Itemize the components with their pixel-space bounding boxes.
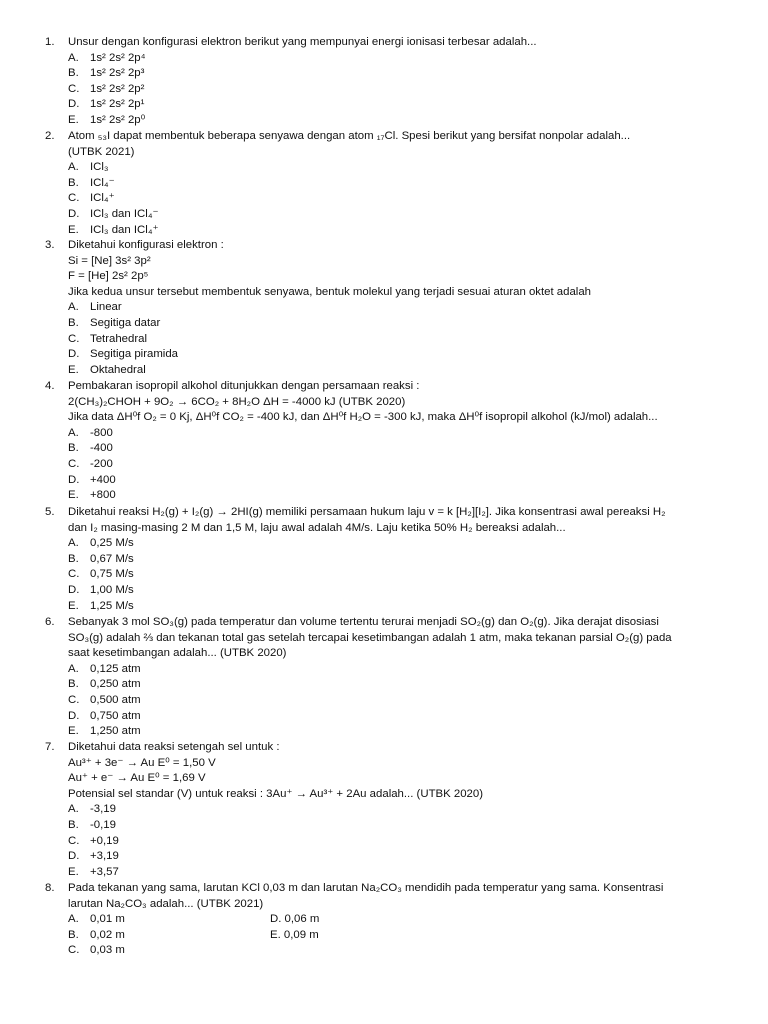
question-number: 3.	[45, 239, 55, 251]
option-value: ICl₃ dan ICl₄⁻	[90, 207, 159, 220]
option-value: 0,67 M/s	[90, 552, 134, 565]
option-label: A.	[68, 161, 79, 174]
question-text: Diketahui data reaksi setengah sel untuk :	[68, 741, 280, 753]
option-e	[68, 599, 728, 615]
option-label: B.	[68, 678, 79, 691]
option-a	[68, 300, 728, 316]
question-text: 2(CH₃)₂CHOH + 9O₂ → 6CO₂ + 8H₂O ΔH = -4000 kJ (UTBK 2020)	[68, 395, 406, 408]
option-value: ICl₃	[90, 161, 109, 174]
option-a	[68, 802, 728, 818]
option-e	[68, 113, 728, 129]
option-value: Tetrahedral	[90, 332, 147, 345]
option-label: E.	[68, 865, 79, 878]
question-text: SO₃(g) adalah ⅔ dan tekanan total gas setelah tercapai kesetimbangan adalah 1 atm, maka tekanan parsial O₂(g) pada	[68, 631, 672, 644]
option-c	[68, 943, 728, 959]
option-value: Segitiga datar	[90, 316, 161, 329]
option-d	[68, 97, 728, 113]
option-label: E.	[68, 489, 79, 502]
question-number: 1.	[45, 36, 55, 48]
option-value: 0,02 m	[90, 928, 125, 941]
option-value: 0,01 m	[90, 913, 125, 926]
option-d	[68, 709, 728, 725]
question-text: Atom ₅₃I dapat membentuk beberapa senyawa dengan atom ₁₇Cl. Spesi berikut yang bersifat nonpolar adalah...	[68, 130, 631, 142]
option-label: A.	[68, 537, 79, 550]
question-number: 4.	[45, 380, 55, 392]
question-text: Diketahui konfigurasi elektron :	[68, 239, 224, 251]
option-label: D.	[68, 207, 80, 220]
option-label: D.	[68, 709, 80, 722]
question-number: 8.	[45, 882, 55, 894]
question-body	[68, 740, 728, 880]
option-d	[68, 347, 728, 363]
option-value: 0,125 atm	[90, 662, 141, 675]
option-c	[68, 693, 728, 709]
option-e	[68, 488, 728, 504]
option-c	[68, 457, 728, 473]
option-d	[68, 583, 728, 599]
option-label: C.	[68, 457, 80, 470]
option-value: 1s² 2s² 2p⁰	[90, 113, 146, 126]
option-value: 0,250 atm	[90, 678, 141, 691]
option-label: B.	[68, 928, 79, 941]
question-text: dan I₂ masing-masing 2 M dan 1,5 M, laju awal adalah 4M/s. Laju ketika 50% H₂ bereaksi adalah...	[68, 521, 566, 534]
option-label: C.	[68, 834, 80, 847]
option-value: 1,25 M/s	[90, 599, 134, 612]
question-text: Pada tekanan yang sama, larutan KCl 0,03 m dan larutan Na₂CO₃ mendidih pada temperatur yang sama. Konsentrasi	[68, 882, 664, 894]
question-text: Unsur dengan konfigurasi elektron berikut yang mempunyai energi ionisasi terbesar adalah...	[68, 36, 537, 48]
question-text: Diketahui reaksi H₂(g) + I₂(g) → 2HI(g) memiliki persamaan hukum laju v = k [H₂][I₂]. Jika konsentrasi awal pereaksi H₂	[68, 506, 666, 518]
option-value: 0,750 atm	[90, 709, 141, 722]
option-value: -200	[90, 457, 113, 470]
option-e	[68, 865, 728, 881]
option-a	[68, 51, 728, 67]
question-body	[68, 238, 728, 378]
option-label: A.	[68, 301, 79, 314]
option-label: C.	[68, 693, 80, 706]
option-value: Segitiga piramida	[90, 348, 179, 361]
option-label: C.	[68, 944, 80, 957]
question-number: 7.	[45, 741, 55, 753]
option-label: A.	[68, 913, 79, 926]
option-e	[68, 363, 728, 379]
question-body	[68, 129, 728, 238]
option-label: E.	[68, 223, 79, 236]
question-text: (UTBK 2021)	[68, 145, 135, 158]
option-value: -3,19	[90, 803, 116, 816]
option-value: 0,25 M/s	[90, 537, 134, 550]
question-body	[68, 505, 728, 614]
option-value: +400	[90, 473, 116, 486]
option-b	[68, 316, 728, 332]
option-value: 1,00 M/s	[90, 583, 134, 596]
option-label: D.	[68, 850, 80, 863]
option-label: B.	[68, 818, 79, 831]
question-text: Jika kedua unsur tersebut membentuk senyawa, bentuk molekul yang terjadi sesuai aturan oktet adalah	[68, 285, 592, 298]
option-label: E.	[68, 363, 79, 376]
option-label: B.	[68, 442, 79, 455]
option-label: C.	[68, 82, 80, 95]
question-number: 5.	[45, 506, 55, 518]
option-c	[68, 567, 728, 583]
option-label: D.	[68, 583, 80, 596]
option-d	[68, 473, 728, 489]
option-label: B.	[68, 67, 79, 80]
option-label: B.	[68, 316, 79, 329]
option-value: 0,75 M/s	[90, 568, 134, 581]
option-c	[68, 191, 728, 207]
option-label: D.	[68, 98, 80, 111]
option-a	[68, 912, 728, 928]
option-d	[68, 849, 728, 865]
option-value: 0,03 m	[90, 944, 125, 957]
option-value: Linear	[90, 301, 122, 314]
option-b	[68, 176, 728, 192]
option-label: D.	[68, 348, 80, 361]
option-label: A.	[68, 803, 79, 816]
question-text: Jika data ΔH⁰f O₂ = 0 Kj, ΔH⁰f CO₂ = -400 kJ, dan ΔH⁰f H₂O = -300 kJ, maka ΔH⁰f isopropil alkohol (kJ/mol) adalah...	[68, 411, 658, 424]
option-value: -800	[90, 426, 113, 439]
option-value: 1s² 2s² 2p⁴	[90, 51, 146, 64]
option-a	[68, 160, 728, 176]
option-d: D. 0,06 m	[270, 913, 320, 926]
question-text: Au³⁺ + 3e⁻ → Au E⁰ = 1,50 V	[68, 756, 216, 769]
question-body	[68, 881, 728, 959]
question-body	[68, 35, 728, 129]
option-b	[68, 818, 728, 834]
option-b	[68, 552, 728, 568]
option-label: C.	[68, 192, 80, 205]
question-text: Sebanyak 3 mol SO₃(g) pada temperatur dan volume tertentu terurai menjadi SO₂(g) dan O₂(g). Jika derajat disosiasi	[68, 616, 659, 628]
question-text: Pembakaran isopropil alkohol ditunjukkan dengan persamaan reaksi :	[68, 380, 420, 392]
option-label: E.	[68, 599, 79, 612]
option-value: ICl₄⁻	[90, 176, 115, 189]
option-label: B.	[68, 176, 79, 189]
question-text: larutan Na₂CO₃ adalah... (UTBK 2021)	[68, 897, 264, 910]
option-label: A.	[68, 51, 79, 64]
option-value: Oktahedral	[90, 363, 146, 376]
option-value: +0,19	[90, 834, 119, 847]
option-label: A.	[68, 426, 79, 439]
option-a	[68, 426, 728, 442]
option-value: -400	[90, 442, 113, 455]
question-body	[68, 615, 728, 740]
option-label: A.	[68, 662, 79, 675]
question-number: 2.	[45, 130, 55, 142]
question-body	[68, 379, 728, 504]
question-text: saat kesetimbangan adalah... (UTBK 2020)	[68, 647, 287, 660]
option-b	[68, 441, 728, 457]
option-a	[68, 662, 728, 678]
option-value: -0,19	[90, 818, 116, 831]
question-text: Si = [Ne] 3s² 3p²	[68, 254, 151, 267]
option-value: +3,19	[90, 850, 119, 863]
option-value: +800	[90, 489, 116, 502]
option-label: E.	[68, 113, 79, 126]
question-number: 6.	[45, 616, 55, 628]
option-a	[68, 536, 728, 552]
option-value: ICl₄⁺	[90, 192, 115, 205]
option-c	[68, 332, 728, 348]
option-value: +3,57	[90, 865, 119, 878]
option-d	[68, 207, 728, 223]
option-value: 1s² 2s² 2p³	[90, 67, 145, 80]
option-b	[68, 928, 728, 944]
question-text: F = [He] 2s² 2p⁵	[68, 270, 149, 283]
option-c	[68, 82, 728, 98]
option-value: 1,250 atm	[90, 725, 141, 738]
option-c	[68, 834, 728, 850]
option-value: ICl₃ dan ICl₄⁺	[90, 223, 159, 236]
option-label: C.	[68, 568, 80, 581]
option-value: 1s² 2s² 2p¹	[90, 98, 145, 111]
option-value: 0,500 atm	[90, 693, 141, 706]
option-label: C.	[68, 332, 80, 345]
option-label: B.	[68, 552, 79, 565]
option-label: E.	[68, 725, 79, 738]
option-value: 1s² 2s² 2p²	[90, 82, 145, 95]
option-e	[68, 724, 728, 740]
option-e	[68, 223, 728, 239]
option-label: D.	[68, 473, 80, 486]
question-text: Au⁺ + e⁻ → Au E⁰ = 1,69 V	[68, 772, 206, 785]
option-b	[68, 66, 728, 82]
question-text: Potensial sel standar (V) untuk reaksi : 3Au⁺ → Au³⁺ + 2Au adalah... (UTBK 2020)	[68, 787, 484, 800]
option-b	[68, 677, 728, 693]
option-e: E. 0,09 m	[270, 928, 319, 941]
